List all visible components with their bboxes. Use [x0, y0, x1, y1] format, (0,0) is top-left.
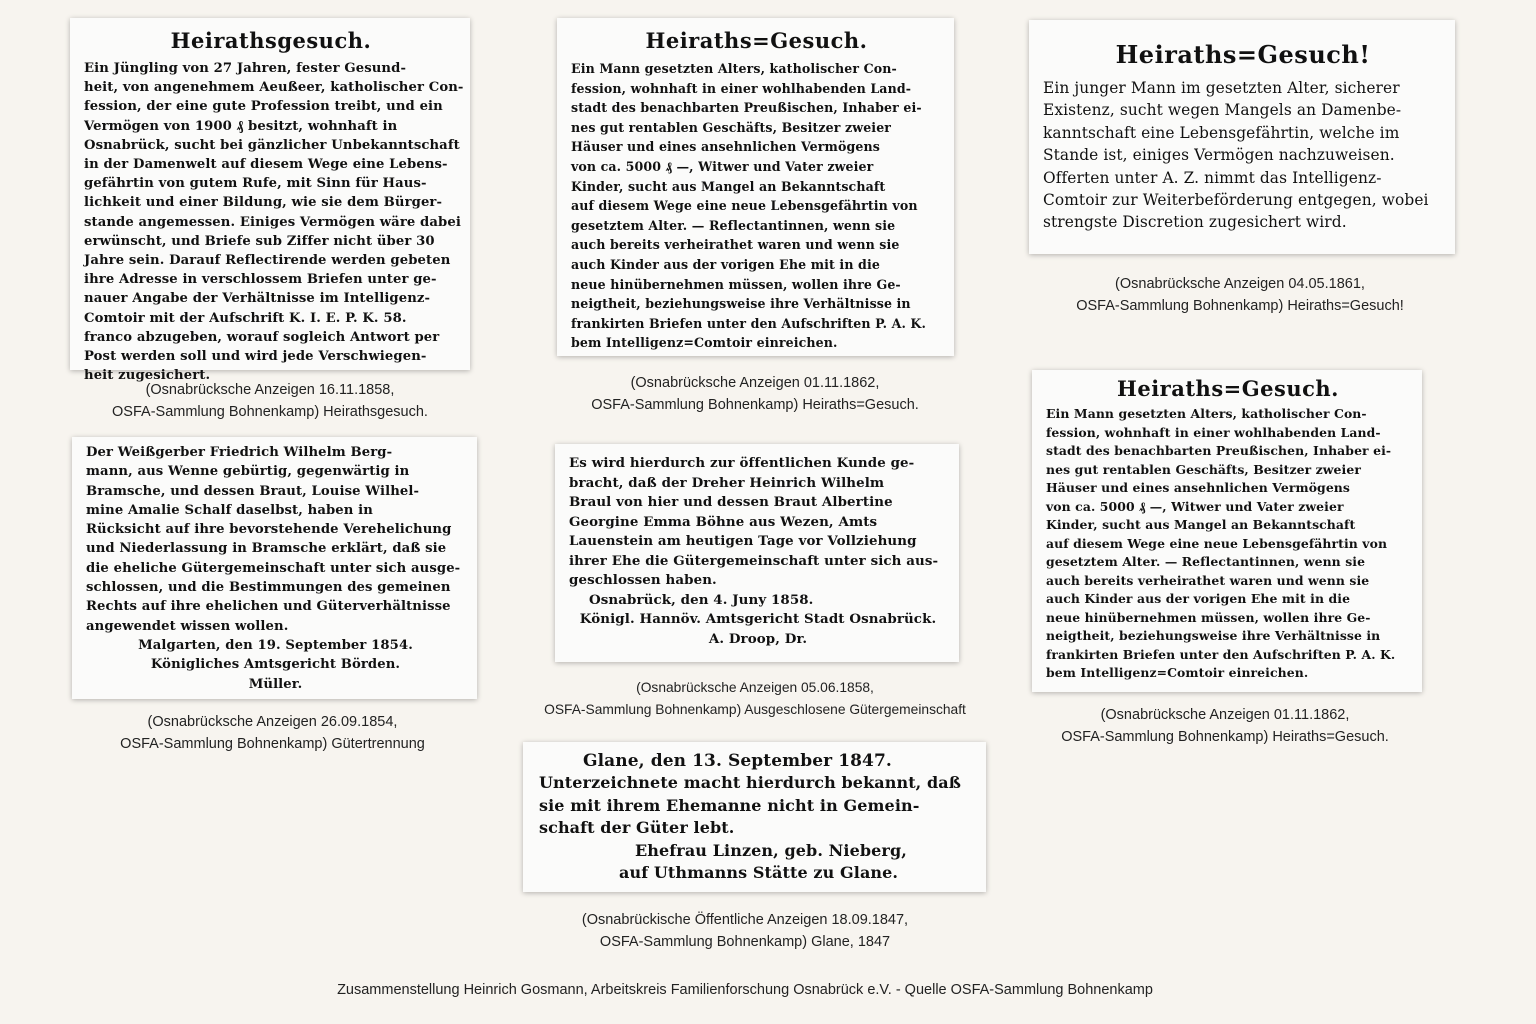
clipping-line: bem Intelligenz=Comtoir einreichen. [1046, 665, 1309, 680]
clipping-line: heit zugesichert. [84, 368, 211, 384]
clipping-line: mine Amalie Schalf daselbst, haben in [86, 502, 373, 518]
clipping-line: Lauenstein am heutigen Tage vor Vollziehung [569, 533, 917, 549]
clipping-line: Rücksicht auf ihre bevorstehende Verehelichung [86, 522, 452, 538]
clipping-text [569, 454, 947, 591]
clipping-line: fession, wohnhaft in einer wohlhabenden Land- [1046, 424, 1381, 440]
caption-clipping-7: (Osnabrückische Öffentliche Anzeigen 18.09.1847, OSFA-Sammlung Bohnenkamp) Glane, 1847 [581, 912, 909, 950]
clipping-line: auch bereits verheirathet waren und wenn sie [571, 237, 900, 253]
clipping-line: ihre Adresse in verschlossem Briefen unter ge- [84, 272, 437, 288]
clipping-line: franco abzugeben, worauf sogleich Antwort per [84, 329, 440, 345]
clipping-heiraths-gesuch-1862-copy [1032, 370, 1422, 692]
clipping-line: Kinder, sucht aus Mangel an Bekanntschaft [571, 178, 886, 194]
clipping-line: stande angemessen. Einiges Vermögen wäre dabei [84, 214, 461, 230]
clipping-text [539, 772, 970, 840]
clipping-line: fession, wohnhaft in einer wohlhabenden Land- [571, 80, 912, 96]
clipping-line: neue hinübernehmen müssen, wollen ihre Ge- [571, 276, 901, 292]
clipping-line: Ein Mann gesetzten Alters, katholischer Con- [1046, 406, 1367, 421]
clipping-line: gefährtin von gutem Rufe, mit Sinn für Haus- [84, 176, 427, 192]
clipping-line: Unterzeichnete macht hierdurch bekannt, daß [539, 773, 962, 792]
clipping-line: stadt des benachbarten Preußischen, Inhaber ei- [1046, 443, 1392, 458]
clipping-line: lichkeit und einer Bildung, wie sie dem Bürger- [84, 195, 443, 211]
clipping-closing: Osnabrück, den 4. Juny 1858. Königl. Hannöv. Amtsgericht Stadt Osnabrück. A. Droop, Dr. [579, 591, 937, 647]
clipping-text [84, 59, 464, 385]
caption-clipping-3: (Osnabrücksche Anzeigen 04.05.1861, OSFA-Sammlung Bohnenkamp) Heiraths=Gesuch! [1076, 276, 1404, 314]
clipping-text [571, 59, 942, 353]
caption-clipping-5: (Osnabrücksche Anzeigen 05.06.1858, OSFA-Sammlung Bohnenkamp) Ausgeschlosene Gütergemeinschaft [544, 680, 966, 717]
clipping-title: Heiraths=Gesuch! [1115, 40, 1371, 69]
clipping-line: fession, der eine gute Profession treibt, und ein [84, 99, 443, 115]
clipping-line: auch bereits verheirathet waren und wenn sie [1046, 572, 1370, 588]
clipping-line: Braul von hier und dessen Braut Albertine [569, 494, 893, 510]
clipping-line: auch Kinder aus der vorigen Ehe mit in die [571, 256, 880, 272]
clipping-line: Häuser und eines ansehnlichen Vermögens [571, 139, 880, 155]
clipping-line: Post werden soll und wird jede Verschwiegen- [84, 349, 427, 365]
clipping-line: strengste Discretion zugesichert wird. [1043, 213, 1347, 232]
caption-clipping-6: (Osnabrücksche Anzeigen 01.11.1862, OSFA-Sammlung Bohnenkamp) Heiraths=Gesuch. [1061, 707, 1389, 745]
clipping-heirathsgesuch-1858 [70, 18, 470, 384]
footer-credit: Zusammenstellung Heinrich Gosmann, Arbeitskreis Familienforschung Osnabrück e.V. - Quelle OSFA-Sammlung Bohnenkamp [337, 982, 1153, 998]
clipping-line: Es wird hierdurch zur öffentlichen Kunde ge- [569, 455, 915, 471]
clipping-line: gesetztem Alter. — Reflectantinnen, wenn sie [1046, 554, 1366, 569]
clipping-line: von ca. 5000 ₰ —, Witwer und Vater zweier [1046, 498, 1344, 514]
clipping-line: Offerten unter A. Z. nimmt das Intelligenz- [1043, 168, 1382, 187]
clipping-line: Der Weißgerber Friedrich Wilhelm Berg- [86, 445, 393, 460]
clipping-text [86, 443, 465, 636]
clipping-line: Comtoir mit der Aufschrift K. I. E. P. K. 58. [84, 310, 407, 326]
clipping-line: Rechts auf ihre ehelichen und Güterverhältnisse [86, 599, 451, 615]
clipping-line: nes gut rentablen Geschäfts, Besitzer zweier [1046, 461, 1361, 477]
clipping-line: ihrer Ehe die Gütergemeinschaft unter sich aus- [569, 552, 939, 569]
clipping-line: Häuser und eines ansehnlichen Vermögens [1046, 480, 1350, 495]
clipping-line: Ein Jüngling von 27 Jahren, fester Gesund- [84, 61, 407, 76]
clipping-line: Ein Mann gesetzten Alters, katholischer Con- [571, 61, 897, 76]
clipping-line: Comtoir zur Weiterbeförderung entgegen, wobei [1043, 191, 1429, 210]
clipping-line: Jahre sein. Darauf Reflectirende werden gebeten [84, 253, 451, 269]
clipping-line: heit, von angenehmem Aeußeer, katholischer Con- [84, 80, 464, 96]
clipping-line: Ein junger Mann im gesetzten Alter, sicherer [1043, 79, 1400, 97]
clipping-line: stadt des benachbarten Preußischen, Inhaber ei- [571, 100, 922, 116]
caption-clipping-4: (Osnabrücksche Anzeigen 26.09.1854, OSFA-Sammlung Bohnenkamp) Gütertrennung [120, 714, 425, 752]
clipping-line: neue hinübernehmen müssen, wollen ihre Ge- [1046, 609, 1371, 625]
clipping-heiraths-gesuch-1861 [1029, 20, 1455, 254]
clipping-line: Vermögen von 1900 ₰ besitzt, wohnhaft in [84, 118, 398, 134]
clipping-line: neigtheit, beziehungsweise ihre Verhältnisse in [571, 296, 911, 312]
clipping-heiraths-gesuch-1862 [557, 18, 954, 356]
clipping-line: frankirten Briefen unter den Aufschriften P. A. K. [1046, 646, 1396, 662]
clipping-line: geschlossen haben. [569, 572, 717, 588]
clipping-line: Bramsche, und dessen Braut, Louise Wilhel- [86, 483, 420, 499]
clipping-line: frankirten Briefen unter den Aufschriften P. A. K. [571, 315, 926, 331]
clipping-line: erwünscht, und Briefe sub Ziffer nicht über 30 [84, 233, 435, 249]
clipping-title: Heirathsgesuch. [170, 28, 372, 53]
clipping-closing: Ehefrau Linzen, geb. Nieberg, auf Uthmanns Stätte zu Glane. [619, 840, 907, 882]
clipping-line: bracht, daß der Dreher Heinrich Wilhelm [569, 474, 885, 491]
clipping-line: von ca. 5000 ₰ —, Witwer und Vater zweier [571, 158, 874, 174]
clipping-guetergemeinschaft-1858 [555, 444, 959, 662]
clipping-line: schlossen, und die Bestimmungen des gemeinen [86, 580, 451, 596]
clipping-line: Georgine Emma Böhne aus Wezen, Amts [569, 513, 878, 530]
clipping-line: auf diesem Wege eine neue Lebensgefährtin von [571, 198, 918, 214]
clipping-line: schaft der Güter lebt. [539, 818, 735, 837]
caption-clipping-2: (Osnabrücksche Anzeigen 01.11.1862, OSFA-Sammlung Bohnenkamp) Heiraths=Gesuch. [591, 375, 919, 413]
clipping-line: die eheliche Gütergemeinschaft unter sich ausge- [86, 560, 461, 576]
clipping-line: nauer Angabe der Verhältnisse im Intelligenz- [84, 291, 431, 307]
caption-clipping-1: (Osnabrücksche Anzeigen 16.11.1858, OSFA-Sammlung Bohnenkamp) Heirathsgesuch. [112, 382, 428, 420]
clipping-line: und Niederlassung in Bramsche erklärt, daß sie [86, 541, 447, 557]
clipping-closing: Malgarten, den 19. September 1854. Königliches Amtsgericht Börden. Müller. [138, 637, 413, 692]
clipping-line: mann, aus Wenne gebürtig, gegenwärtig in [86, 464, 410, 480]
clipping-guetertrennung-1854 [72, 437, 477, 699]
clipping-text [1043, 77, 1443, 234]
clipping-line: sie mit ihrem Ehemanne nicht in Gemein- [539, 795, 920, 815]
clipping-line: bem Intelligenz=Comtoir einreichen. [571, 335, 838, 351]
clipping-glane-1847 [523, 742, 986, 892]
clipping-line: kanntschaft eine Lebensgefährtin, welche im [1043, 123, 1400, 142]
clipping-line: Kinder, sucht aus Mangel an Bekanntschaft [1046, 517, 1356, 532]
clipping-line: auch Kinder aus der vorigen Ehe mit in die [1046, 591, 1351, 606]
clipping-title: Heiraths=Gesuch. [645, 28, 868, 53]
clipping-line: Existenz, sucht wegen Mangels an Damenbe- [1043, 101, 1402, 120]
clipping-line: angewendet wissen wollen. [86, 618, 289, 634]
clipping-line: in der Damenwelt auf diesem Wege eine Lebens- [84, 157, 448, 173]
clipping-line: auf diesem Wege eine neue Lebensgefährtin von [1046, 535, 1388, 551]
clipping-header-line: Glane, den 13. September 1847. [583, 751, 892, 771]
clipping-line: gesetztem Alter. — Reflectantinnen, wenn sie [571, 217, 896, 233]
clipping-line: nes gut rentablen Geschäfts, Besitzer zweier [571, 119, 892, 135]
clipping-line: Osnabrück, sucht bei gänzlicher Unbekanntschaft [84, 137, 460, 153]
clipping-line: Stande ist, einiges Vermögen nachzuweisen. [1043, 146, 1395, 165]
clipping-text [1046, 405, 1410, 683]
clipping-title: Heiraths=Gesuch. [1117, 376, 1339, 401]
clipping-line: neigtheit, beziehungsweise ihre Verhältnisse in [1046, 628, 1381, 643]
